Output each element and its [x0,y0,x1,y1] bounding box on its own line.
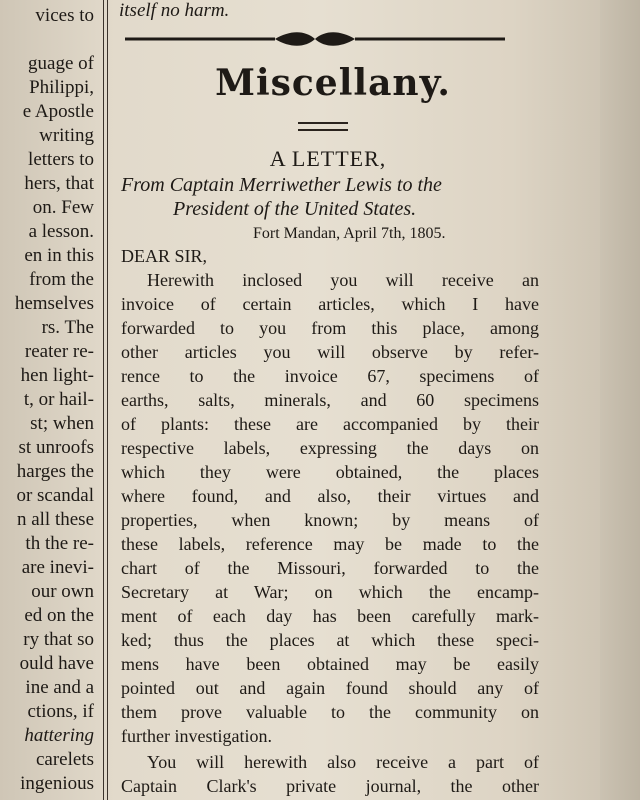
left-column-line: letters to [28,149,94,170]
left-column-line: ould have [19,653,94,674]
left-column-line: n all these [16,509,94,530]
body-line: ked; thus the places at which these speci- [121,630,539,650]
left-column-line: from the [29,269,94,290]
left-column-line: our own [31,581,94,602]
left-column-line: ine and a [25,677,94,698]
ornamental-rule [125,28,505,50]
left-column-line: en in this [24,245,94,266]
left-column-line: harges the [16,461,94,482]
left-column-line: hattering [24,725,94,746]
body-line: ment of each day has been carefully mark- [121,606,539,626]
left-column-line: Philippi, [29,77,94,98]
left-column-line: hen light- [20,365,94,386]
left-column-line: ctions, if [27,701,94,722]
article-subtitle-line: From Captain Merriwether Lewis to the [121,174,442,196]
body-line: of plants: these are accompanied by their [121,414,539,434]
left-column-fragment [0,4,100,800]
dateline: Fort Mandan, April 7th, 1805. [253,225,446,242]
left-column-line: ry that so [23,629,94,650]
body-line: Herewith inclosed you will receive an [147,270,539,290]
left-column-line: st unroofs [18,437,94,458]
left-column-line: carelets [35,749,94,770]
left-column-line: a lesson. [28,221,94,242]
body-line: further investigation. [121,726,272,746]
section-heading: Miscellany. [215,62,451,104]
body-line: You will herewith also receive a part of [147,752,539,772]
left-column-line: ingenious [20,773,94,794]
left-column-line: on. Few [32,197,94,218]
page-edge [600,0,640,800]
left-column-line: hemselves [14,293,94,314]
left-column-line: th the re- [25,533,94,554]
previous-article-tail: itself no harm. [119,0,230,21]
body-line: rence to the invoice 67, specimens of [121,366,539,386]
left-column-line: or scandal [16,485,94,506]
left-column-line: vices to [35,5,94,26]
article-title: A LETTER, [269,146,387,171]
body-line: respective labels, expressing the days on [121,438,539,458]
column-rule [103,0,108,800]
left-column-line: are inevi- [21,557,94,578]
body-line: properties, when known; by means of [121,510,539,530]
left-column-line: hers, that [24,173,94,194]
article-subtitle-line: President of the United States. [173,198,417,220]
left-column-line: rs. The [41,317,94,338]
body-line: Captain Clark's private journal, the other [121,776,539,796]
body-line: chart of the Missouri, forwarded to the [121,558,539,578]
body-line: where found, and also, their virtues and [121,486,539,506]
left-column-line: reater re- [24,341,94,362]
body-line: mens have been obtained may be easily [121,654,539,674]
left-column-line: st; when [30,413,94,434]
left-column-line: ed on the [24,605,94,626]
body-line: Secretary at War; on which the encamp- [121,582,539,602]
body-line: which they were obtained, the places [121,462,539,482]
left-column-line: e Apostle [22,101,94,122]
heading-divider [298,122,348,131]
body-line: earths, salts, minerals, and 60 specimens [121,390,539,410]
body-line: them prove valuable to the community on [121,702,539,722]
body-line: these labels, reference may be made to the [121,534,539,554]
left-column-line: guage of [28,53,94,74]
body-line: forwarded to you from this place, among [121,318,539,338]
left-column-line: t, or hail- [23,389,94,410]
left-column-line: writing [39,125,94,146]
salutation: DEAR SIR, [121,246,208,266]
body-line: other articles you will observe by refer- [121,342,539,362]
body-line: pointed out and again found should any of [121,678,539,698]
article-column [113,0,598,800]
body-line: invoice of certain articles, which I have [121,294,539,314]
